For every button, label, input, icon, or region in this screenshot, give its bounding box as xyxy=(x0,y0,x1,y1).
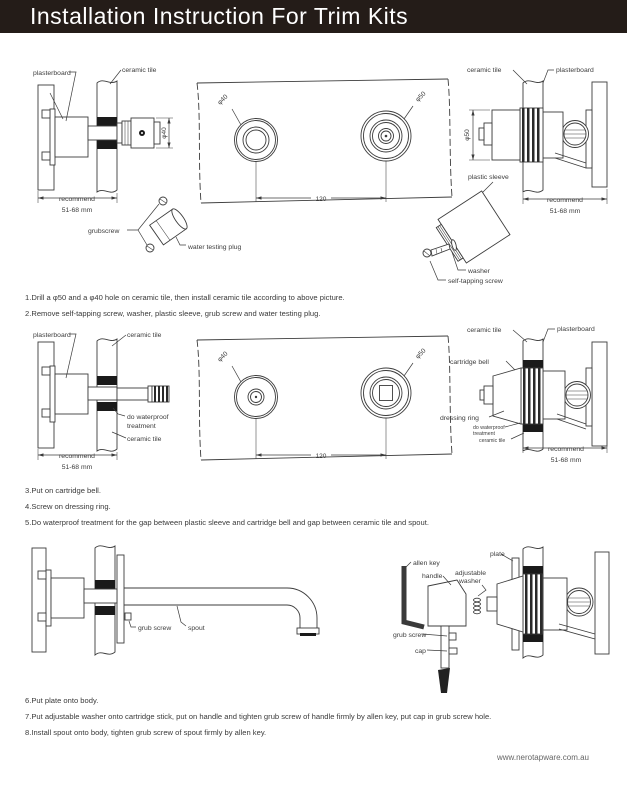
tile-face-view-1 xyxy=(197,79,452,203)
label-washer: washer xyxy=(468,268,490,275)
label-dressing-ring: dressing ring xyxy=(440,415,479,422)
steps-group-3 xyxy=(25,693,491,741)
label-do-waterproof: do waterproof xyxy=(473,425,505,431)
page-title: Installation Instruction For Trim Kits xyxy=(30,3,409,29)
dim-phi40: φ40 xyxy=(161,127,168,139)
label-recommend: recommend xyxy=(59,196,95,203)
step-8: 8.Install spout onto body, tighten grub screw of spout firmly by allen key. xyxy=(25,728,267,737)
label-recommend: recommend xyxy=(548,446,584,453)
step-6: 6.Put plate onto body. xyxy=(25,696,99,705)
diagram-row-3 xyxy=(0,540,627,693)
cross-section-valve-in-wall-right xyxy=(464,67,607,215)
label-water-testing-plug: water testing plug xyxy=(188,244,242,251)
detail-plastic-sleeve-screw xyxy=(423,174,510,285)
step-4: 4.Screw on dressing ring. xyxy=(25,502,111,511)
label-ceramic-tile: ceramic tile xyxy=(479,438,506,444)
dim-phi40-face: φ40 xyxy=(216,350,230,364)
label-plastic-sleeve: plastic sleeve xyxy=(468,174,509,181)
label-spout: spout xyxy=(188,625,205,632)
label-plate: plate xyxy=(490,551,505,558)
cross-section-cartridge-bell-right xyxy=(440,326,607,464)
step-7: 7.Put adjustable washer onto cartridge stick, put on handle and tighten grub screw of handle firmly by allen key, put cap in grub screw hole. xyxy=(25,712,492,721)
label-ceramic-tile: ceramic tile xyxy=(467,327,502,334)
step-1: 1.Drill a φ50 and a φ40 hole on ceramic tile, then install ceramic tile according to above picture. xyxy=(25,293,345,302)
label-allen-key: allen key xyxy=(413,560,440,567)
label-cartridge-bell: cartridge bell xyxy=(450,359,489,366)
label-range: 51-68 mm xyxy=(61,464,93,471)
label-range: 51-68 mm xyxy=(61,207,93,214)
dim-phi40-face: φ40 xyxy=(216,93,230,107)
step-2: 2.Remove self-tapping screw, washer, plastic sleeve, grub screw and water testing plug. xyxy=(25,309,321,318)
label-treatment: treatment xyxy=(473,431,495,437)
label-handle: handle xyxy=(422,573,443,580)
dim-120: 120 xyxy=(315,196,327,203)
label-plasterboard: plasterboard xyxy=(556,67,594,74)
label-recommend: recommend xyxy=(547,197,583,204)
step-3: 3.Put on cartridge bell. xyxy=(25,486,101,495)
dim-120: 120 xyxy=(315,453,327,460)
diagram-row-2 xyxy=(0,318,627,480)
dim-phi50-face: φ50 xyxy=(414,90,428,104)
steps-group-2 xyxy=(25,483,429,531)
cross-section-spout-stub-left xyxy=(33,332,169,471)
label-plasterboard: plasterboard xyxy=(33,332,71,339)
label-ceramic-tile: ceramic tile xyxy=(127,436,162,443)
label-grub-screw: grub screw xyxy=(138,625,172,632)
website-url: www.nerotapware.com.au xyxy=(496,753,589,762)
tile-face-view-2 xyxy=(197,336,452,460)
label-range: 51-68 mm xyxy=(550,457,582,464)
step-5: 5.Do waterproof treatment for the gap between plastic sleeve and cartridge bell and gap between ceramic tile and spout. xyxy=(25,518,429,527)
label-adjustable: adjustable xyxy=(455,570,486,577)
label-grub-screw: grub screw xyxy=(393,632,427,639)
header-bar xyxy=(0,0,627,33)
detail-grubscrew-plug xyxy=(88,197,241,252)
label-washer: washer xyxy=(459,578,481,585)
spout-assembly-cross-section xyxy=(32,546,319,655)
handle-exploded-view xyxy=(393,547,609,693)
label-ceramic-tile: ceramic tile xyxy=(122,67,157,74)
label-do-waterproof: do waterproof xyxy=(127,414,169,421)
dim-phi50-face: φ50 xyxy=(414,347,428,361)
label-plasterboard: plasterboard xyxy=(33,70,71,77)
cross-section-valve-in-wall-left xyxy=(33,67,173,214)
label-plasterboard: plasterboard xyxy=(557,326,595,333)
label-cap: cap xyxy=(415,648,426,655)
label-ceramic-tile: ceramic tile xyxy=(467,67,502,74)
diagram-row-1 xyxy=(0,55,627,290)
label-grubscrew: grubscrew xyxy=(88,228,120,235)
label-recommend: recommend xyxy=(59,453,95,460)
label-self-tapping-screw: self-tapping screw xyxy=(448,278,503,285)
label-treatment: treatment xyxy=(127,423,156,430)
dim-phi50: φ50 xyxy=(464,129,471,141)
label-range: 51-68 mm xyxy=(549,208,581,215)
label-ceramic-tile: ceramic tile xyxy=(127,332,162,339)
